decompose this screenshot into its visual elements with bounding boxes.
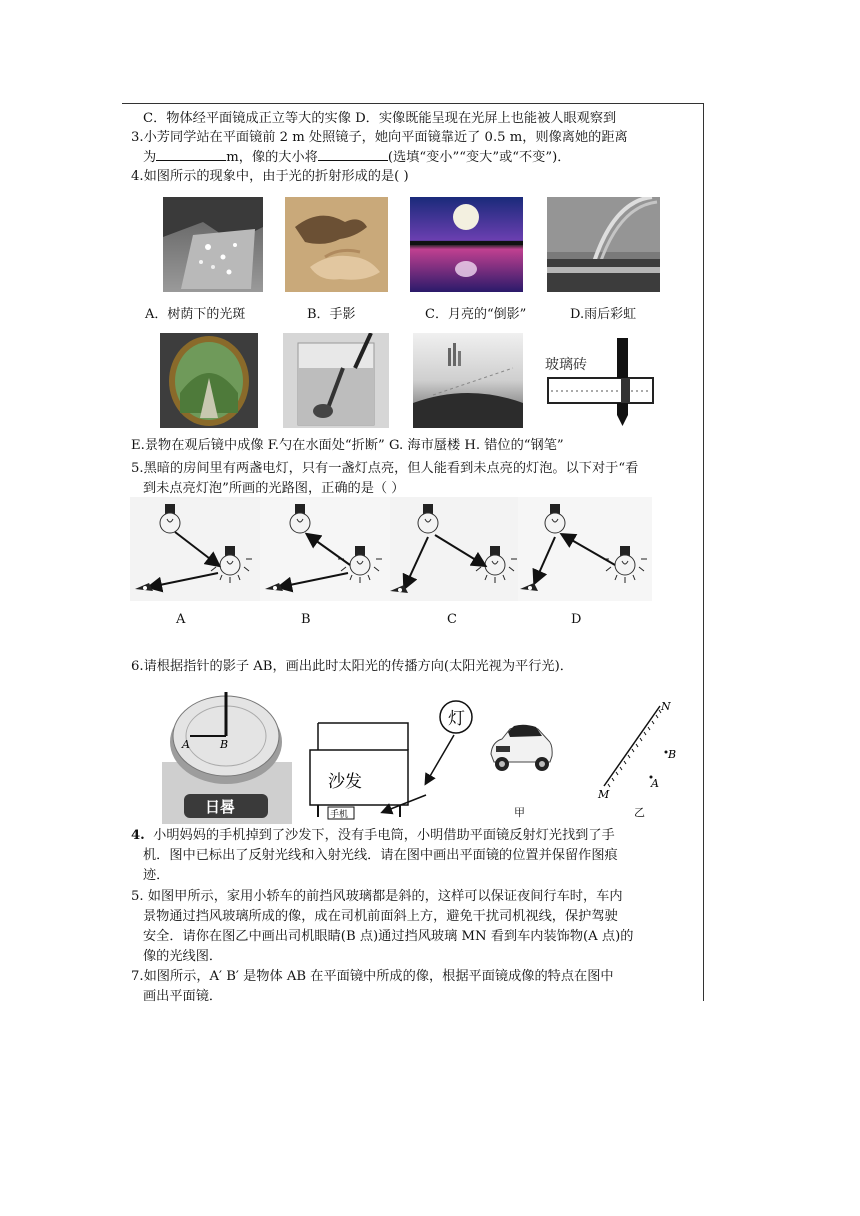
option-line-cd: C．物体经平面镜成正立等大的实像 D．实像既能呈现在光屏上也能被人眼观察到 <box>143 111 617 126</box>
hand-shadow-image <box>285 197 388 292</box>
label-a-point: A <box>651 777 659 790</box>
row2-captions: E.景物在观后镜中成像 F.勺在水面处“折断” G. 海市蜃楼 H. 错位的“钢笔” <box>131 438 564 453</box>
windshield-caption: 乙 <box>634 806 645 819</box>
glass-brick-label: 玻璃砖 <box>545 357 587 373</box>
bulb-ray-diagrams <box>130 497 652 601</box>
sundial-plaque-text: 日晷 <box>205 798 236 816</box>
caption-b-hand-shadow: B．手影 <box>307 307 356 322</box>
question-6-stem: 6.请根据指针的影子 AB，画出此时太阳光的传播方向(太阳光视为平行光)． <box>131 659 573 674</box>
rearview-mirror-image <box>160 333 258 428</box>
problem-4-text: 小明妈妈的手机掉到了沙发下，没有手电筒，小明借助平面镜反射灯光找到了手 <box>153 828 615 843</box>
problem-5-line-2: 景物通过挡风玻璃所成的像，成在司机前面斜上方，避免干扰司机视线，保护驾驶 <box>143 909 618 924</box>
windshield-mn-diagram <box>596 698 686 803</box>
rainbow-image <box>547 197 660 292</box>
label-b-point: B <box>668 748 677 761</box>
caption-d-rainbow: D.雨后彩虹 <box>570 307 637 322</box>
sundial-label-b: B <box>220 738 229 751</box>
caption-c-moon-reflection: C．月亮的“倒影” <box>425 307 527 322</box>
question-4-stem: 4.如图所示的现象中，由于光的折射形成的是( ) <box>131 169 409 184</box>
label-m: M <box>598 788 610 801</box>
option-label-b: B <box>301 612 311 627</box>
answer-blank-size[interactable] <box>318 148 388 161</box>
question-5-line-2: 到未点亮灯泡”所画的光路图，正确的是（ ） <box>143 481 405 496</box>
option-label-c: C <box>447 612 457 627</box>
lamp-label: 灯 <box>448 709 465 729</box>
problem-5-line-1: 5. 如图甲所示，家用小轿车的前挡风玻璃都是斜的，这样可以保证夜间行车时，车内 <box>131 889 623 904</box>
q3-middle: m，像的大小将 <box>226 150 318 165</box>
table-top-border <box>122 103 704 104</box>
tree-shade-light-spots-image <box>163 197 263 292</box>
problem-5-line-3: 安全．请你在图乙中画出司机眼睛(B 点)通过挡风玻璃 MN 看到车内装饰物(A 点)的 <box>143 929 634 944</box>
phone-label: 手机 <box>330 810 349 820</box>
sundial-image <box>160 692 293 824</box>
glass-brick-pen-image <box>543 333 656 428</box>
problem-4-line-3: 迹． <box>143 868 170 883</box>
car-caption: 甲 <box>514 806 525 819</box>
car-image <box>488 712 554 778</box>
spoon-in-water-image <box>283 333 389 428</box>
answer-blank-distance[interactable] <box>156 148 226 161</box>
problem-4-number: 4. <box>131 828 145 843</box>
mirage-image <box>413 333 523 428</box>
problem-7-line-2: 画出平面镜． <box>143 989 223 1004</box>
problem-5-line-4: 像的光线图． <box>143 949 223 964</box>
question-3-line-1: 3.小芳同学站在平面镜前 2 m 处照镜子，她向平面镜靠近了 0.5 m，则像离她的距离 <box>131 130 628 145</box>
sofa-lamp-diagram <box>308 695 478 820</box>
q3-suffix: (选填“变小”“变大”或“不变”)． <box>387 150 571 165</box>
table-right-border <box>703 103 704 1001</box>
q3-prefix: 为 <box>143 150 157 165</box>
sundial-label-a: A <box>182 738 190 751</box>
problem-7-line-1: 7.如图所示，A′ B′ 是物体 AB 在平面镜中所成的像，根据平面镜成像的特点在图中 <box>131 969 614 984</box>
label-n: N <box>661 700 671 713</box>
question-3-line-2 <box>143 148 570 167</box>
caption-a-light-spots: A．树荫下的光斑 <box>145 307 246 322</box>
option-label-d: D <box>571 612 582 627</box>
sofa-label: 沙发 <box>328 772 362 792</box>
moon-reflection-image <box>410 197 523 292</box>
problem-4-line-2: 机．图中已标出了反射光线和入射光线．请在图中画出平面镜的位置并保留作图痕 <box>143 848 618 863</box>
question-5-line-1: 5.黑暗的房间里有两盏电灯，只有一盏灯点亮，但人能看到未点亮的灯泡。以下对于“看 <box>131 461 639 476</box>
option-label-a: A <box>176 612 186 627</box>
problem-4-line-1 <box>131 827 615 845</box>
